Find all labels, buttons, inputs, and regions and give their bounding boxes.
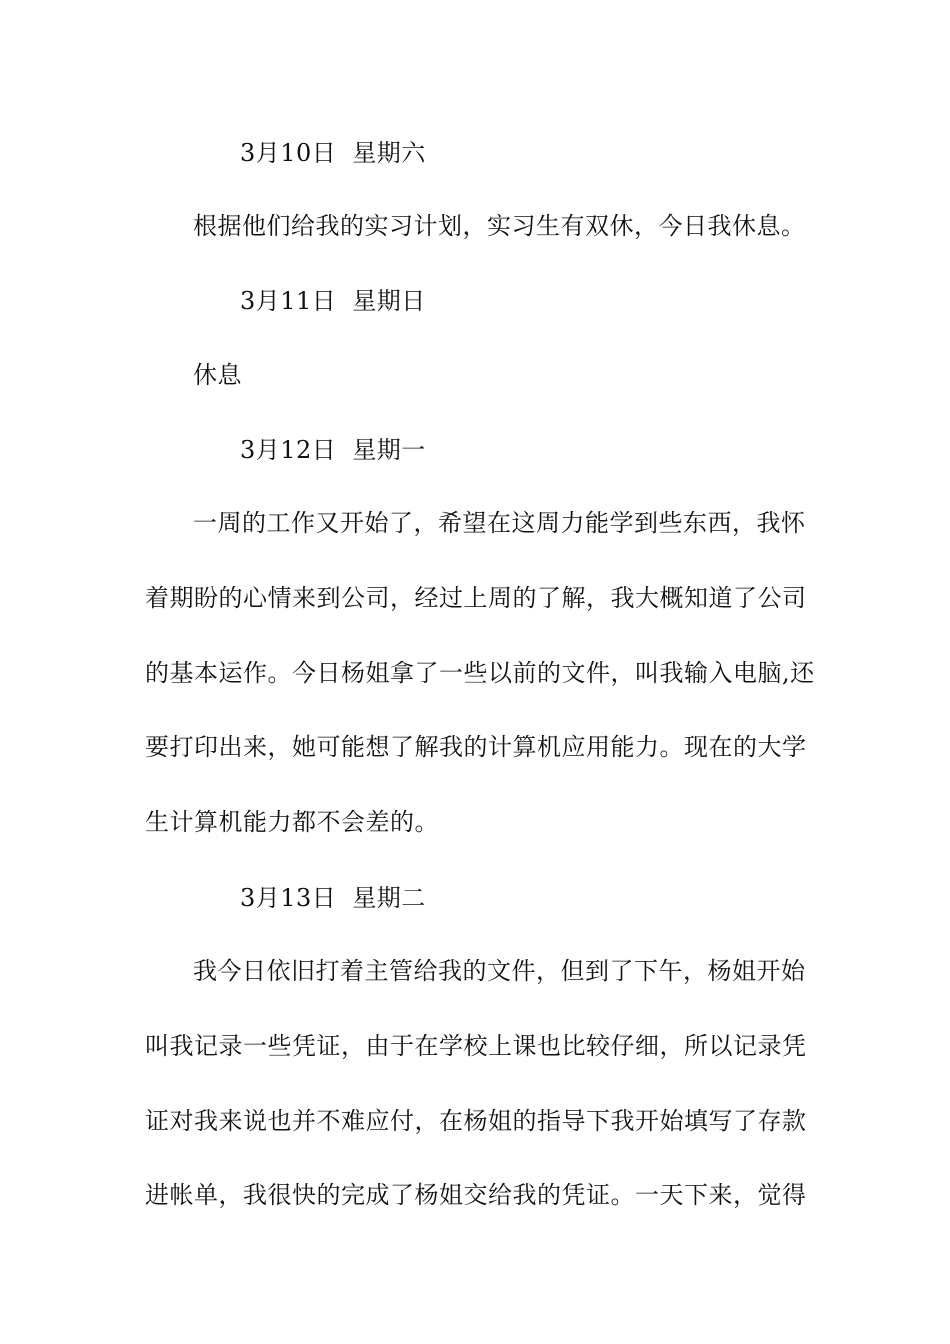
paragraph-line: 的基本运作。今日杨姐拿了一些以前的文件，叫我输入电脑,还 <box>145 659 815 687</box>
paragraph-line: 证对我来说也并不难应付，在杨姐的指导下我开始填写了存款 <box>145 1107 807 1135</box>
date-text: 3月12日 <box>240 436 337 464</box>
paragraph-line: 生计算机能力都不会差的。 <box>145 808 439 836</box>
entry-date-heading <box>240 285 426 317</box>
paragraph-line: 叫我记录一些凭证，由于在学校上课也比较仔细，所以记录凭 <box>145 1032 807 1060</box>
paragraph-line: 我今日依旧打着主管给我的文件，但到了下午，杨姐开始 <box>193 957 806 985</box>
entry-date-heading <box>240 434 426 466</box>
weekday-text: 星期二 <box>352 884 426 912</box>
paragraph-line: 根据他们给我的实习计划，实习生有双休，今日我休息。 <box>193 212 806 240</box>
weekday-text: 星期一 <box>352 436 426 464</box>
paragraph-line: 进帐单，我很快的完成了杨姐交给我的凭证。一天下来，觉得 <box>145 1181 807 1209</box>
date-text: 3月13日 <box>240 884 337 912</box>
paragraph-line: 要打印出来，她可能想了解我的计算机应用能力。现在的大学 <box>145 733 807 761</box>
date-text: 3月11日 <box>240 287 337 315</box>
entry-date-heading <box>240 882 426 914</box>
paragraph-line: 一周的工作又开始了，希望在这周力能学到些东西，我怀 <box>193 509 806 537</box>
entry-date-heading <box>240 137 426 169</box>
paragraph-line: 休息 <box>193 361 242 389</box>
paragraph-line: 着期盼的心情来到公司，经过上周的了解，我大概知道了公司 <box>145 584 807 612</box>
weekday-text: 星期日 <box>352 287 426 315</box>
date-text: 3月10日 <box>240 139 337 167</box>
weekday-text: 星期六 <box>352 139 426 167</box>
